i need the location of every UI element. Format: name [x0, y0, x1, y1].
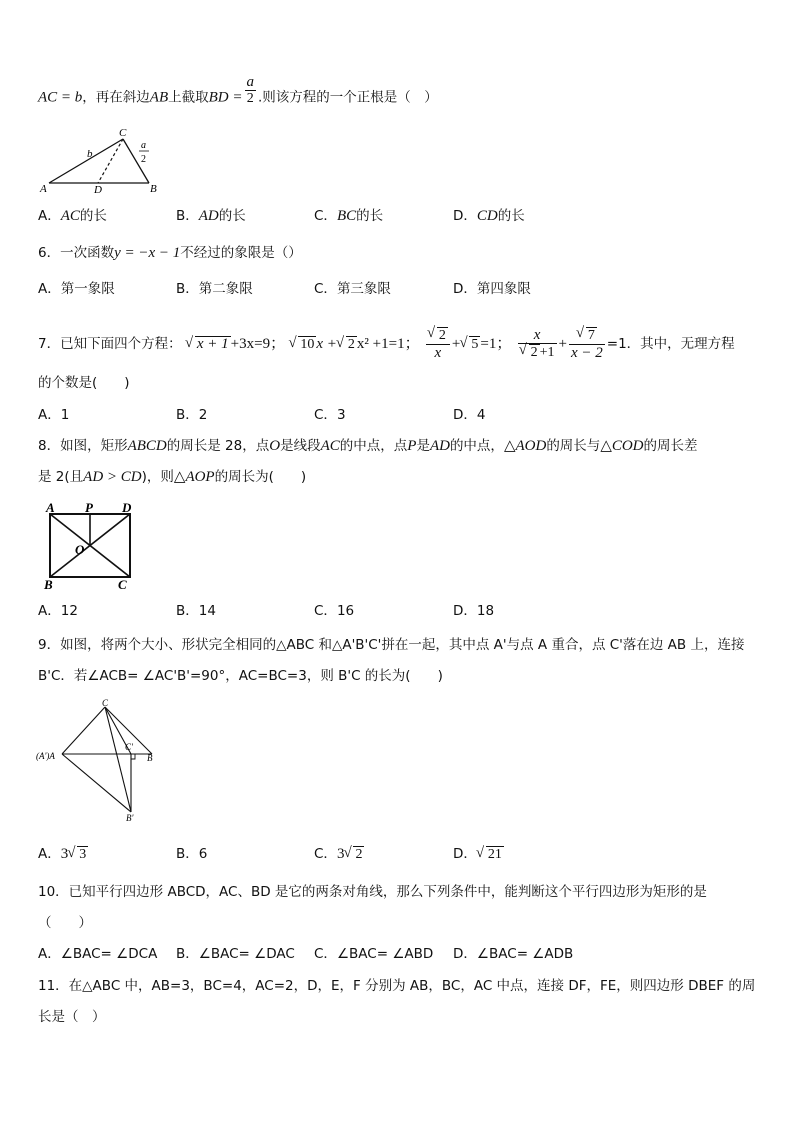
- q5-label-C: C: [119, 127, 127, 139]
- q5-option-b[interactable]: B．AD的长: [176, 208, 246, 224]
- q9-label-B: B: [147, 753, 153, 763]
- q7-eq2-radical-2: √ 2: [337, 336, 357, 354]
- q7-option-a[interactable]: A．1: [38, 407, 70, 423]
- q7-option-b[interactable]: B．2: [176, 407, 208, 423]
- q9-stem: 9．如图，将两个大小、形状完全相同的△ABC 和△A'B'C'拼在一起，其中点 A'与点 A 重合，点 C'落在边 AB 上，连接: [38, 637, 745, 653]
- q8-stem-line2: 是 2(且AD > CD)，则△AOP的周长为( ): [38, 469, 307, 485]
- q5-label-D: D: [94, 184, 102, 196]
- q6-option-d[interactable]: D．第四象限: [453, 281, 531, 297]
- q10-option-b[interactable]: B．∠BAC= ∠DAC: [176, 946, 295, 962]
- q8-label-A: A: [46, 500, 55, 515]
- q8-option-d[interactable]: D．18: [453, 603, 495, 619]
- q6-option-b[interactable]: B．第二象限: [176, 281, 253, 297]
- q8-option-c[interactable]: C．16: [314, 603, 355, 619]
- q10-option-d[interactable]: D．∠BAC= ∠ADB: [453, 946, 574, 962]
- q5-option-d[interactable]: D．CD的长: [453, 208, 525, 224]
- q9-option-c[interactable]: C．3√ 2: [314, 845, 364, 864]
- q7-eq2-radical: √ 10: [289, 336, 316, 354]
- q8-label-P: P: [85, 500, 93, 515]
- q8-label-B: B: [44, 577, 53, 592]
- q5-label-a: a: [141, 140, 146, 151]
- q10-option-c[interactable]: C．∠BAC= ∠ABD: [314, 946, 434, 962]
- q5-option-c[interactable]: C．BC的长: [314, 208, 384, 224]
- q8-rectangle-figure: [40, 500, 140, 594]
- q6-option-c[interactable]: C．第三象限: [314, 281, 391, 297]
- q5-triangle-figure: [36, 126, 166, 196]
- q8-stem: 8．如图，矩形ABCD的周长是 28，点O是线段AC的中点，点P是AD的中点，△AOD的周长与△COD的周长差: [38, 438, 698, 454]
- q7-stem: 7．已知下面四个方程： √ x + 1 +3x=9； √ 10 x +√ 2 x² +1=1； √ $\frac{2}{x}$ +√ 5 =1； x √ 2 +1 + √ $\frac{7}{x - 2}$ =1．其中，无理方程: [38, 327, 735, 361]
- q8-label-C: C: [118, 577, 127, 592]
- q9-label-C: C: [102, 698, 109, 708]
- q5-option-a[interactable]: A．AC的长: [38, 208, 107, 224]
- q9-stem-line2: B'C．若∠ACB= ∠AC'B'=90°，AC=BC=3，则 B'C 的长为( ): [38, 668, 443, 684]
- q5-label-A: A: [40, 183, 47, 195]
- q10-stem: 10．已知平行四边形 ABCD，AC、BD 是它的两条对角线，那么下列条件中，能判断这个平行四边形为矩形的是: [38, 884, 707, 900]
- q7-option-d[interactable]: D．4: [453, 407, 486, 423]
- q7-eq3-fraction: √ $\frac{2}{x}$: [426, 327, 450, 361]
- q7-eq4-fraction-2: √ $\frac{7}{x - 2}$: [569, 327, 605, 361]
- q11-stem: 11．在△ABC 中，AB=3，BC=4，AC=2，D，E，F 分别为 AB，BC，AC 中点，连接 DF，FE，则四边形 DBEF 的周: [38, 978, 756, 994]
- q9-label-A: (A')A: [36, 751, 55, 761]
- q5-stem: AC = b，再在斜边AB上截取BD = $\frac{a}{2}$ .则该方程的一个正根是（ ）: [38, 74, 438, 106]
- q8-option-b[interactable]: B．14: [176, 603, 216, 619]
- q7-option-c[interactable]: C．3: [314, 407, 346, 423]
- q9-label-Cprime: C': [125, 742, 133, 752]
- q5-label-b: b: [87, 148, 93, 160]
- q10-option-a[interactable]: A．∠BAC= ∠DCA: [38, 946, 158, 962]
- q5-label-2: 2: [141, 154, 146, 165]
- q6-option-a[interactable]: A．第一象限: [38, 281, 115, 297]
- q9-option-d[interactable]: D．√ 21: [453, 845, 504, 864]
- q9-triangles-figure: [34, 697, 164, 825]
- q5-label-B: B: [150, 183, 157, 195]
- q5-fraction: $\frac{a}{2}$: [246, 74, 254, 106]
- q8-label-D: D: [122, 500, 132, 515]
- q9-label-Bprime: B': [126, 813, 134, 823]
- q7-eq3-radical: √ 5: [460, 336, 480, 354]
- q8-option-a[interactable]: A．12: [38, 603, 78, 619]
- q7-eq4-fraction: x √ 2 +1: [518, 327, 557, 361]
- q7-eq1-radical: √ x + 1: [186, 336, 231, 354]
- q9-option-a[interactable]: A．3√ 3: [38, 845, 88, 864]
- q7-stem-line2: 的个数是( ): [38, 375, 130, 391]
- q8-label-O: O: [75, 542, 85, 557]
- q6-stem: 6．一次函数y = −x − 1不经过的象限是（）: [38, 245, 302, 261]
- q10-stem-line2: （ ）: [38, 915, 92, 931]
- q11-stem-line2: 长是（ ）: [38, 1009, 106, 1025]
- q9-option-b[interactable]: B．6: [176, 846, 208, 862]
